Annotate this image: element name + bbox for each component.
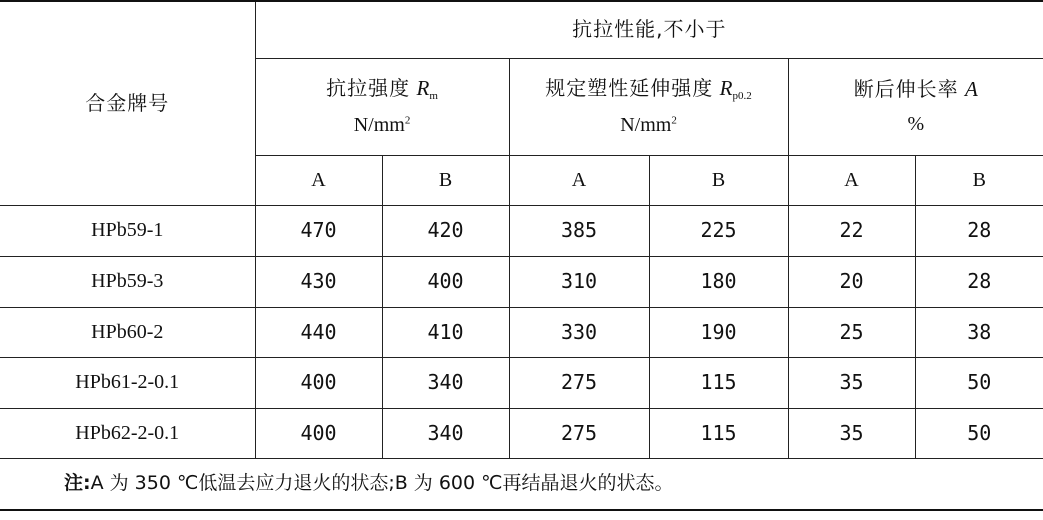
- tensile-label: 抗拉强度: [326, 75, 411, 100]
- elongation-symbol: A: [965, 76, 978, 101]
- table-row: [0, 357, 1043, 408]
- value-cell: 400: [255, 357, 382, 408]
- value-cell: 115: [649, 408, 788, 458]
- grade-cell: HPb62-2-0.1: [0, 408, 255, 458]
- grade-cell: HPb61-2-0.1: [0, 357, 255, 408]
- note-text: A 为 350 ℃低温去应力退火的状态;B 为 600 ℃再结晶退火的状态。: [90, 471, 674, 494]
- elongation-header: [788, 58, 1043, 155]
- value-cell: 50: [915, 408, 1043, 458]
- sub-label-yield-b: B: [649, 155, 788, 205]
- tensile-unit-sup: 2: [404, 114, 411, 127]
- tensile-unit-text: N/mm: [353, 114, 405, 137]
- value-cell: 430: [255, 256, 382, 307]
- elongation-unit: %: [907, 113, 925, 136]
- value-cell: 310: [509, 256, 649, 307]
- table-row: [0, 408, 1043, 458]
- value-cell: 35: [788, 357, 915, 408]
- yield-unit-text: N/mm: [620, 114, 672, 137]
- sub-label-tensile-b: B: [382, 155, 509, 205]
- sub-label-tensile-a: A: [255, 155, 382, 205]
- table-note: [0, 458, 1043, 510]
- value-cell: 115: [649, 357, 788, 408]
- note-label: 注:: [64, 471, 91, 494]
- value-cell: 385: [509, 205, 649, 256]
- value-cell: 22: [788, 205, 915, 256]
- value-cell: 28: [915, 256, 1043, 307]
- yield-unit: [510, 113, 788, 138]
- yield-unit-sup: 2: [671, 114, 677, 127]
- grade-cell: HPb59-3: [0, 256, 255, 307]
- tensile-subscript: m: [429, 89, 438, 102]
- value-cell: 410: [382, 307, 509, 357]
- table-row: [0, 307, 1043, 357]
- tensile-header: [255, 58, 509, 155]
- value-cell: 400: [382, 256, 509, 307]
- grade-cell: HPb59-1: [0, 205, 255, 256]
- value-cell: 38: [915, 307, 1043, 357]
- value-cell: 340: [382, 357, 509, 408]
- table-row: [0, 256, 1043, 307]
- value-cell: 50: [915, 357, 1043, 408]
- value-cell: 470: [255, 205, 382, 256]
- yield-header: [509, 58, 788, 155]
- value-cell: 400: [255, 408, 382, 458]
- value-cell: 25: [788, 307, 915, 357]
- value-cell: 190: [649, 307, 788, 357]
- yield-subscript: p0.2: [732, 89, 752, 102]
- tensile-symbol: R: [416, 75, 430, 100]
- value-cell: 20: [788, 256, 915, 307]
- value-cell: 180: [649, 256, 788, 307]
- value-cell: 275: [509, 357, 649, 408]
- group-header: 抗拉性能,不小于: [255, 1, 1043, 58]
- value-cell: 275: [509, 408, 649, 458]
- tensile-unit: [256, 113, 509, 138]
- value-cell: 420: [382, 205, 509, 256]
- grade-cell: HPb60-2: [0, 307, 255, 357]
- header-row-1: [0, 1, 1043, 58]
- sub-label-elongation-a: A: [788, 155, 915, 205]
- value-cell: 440: [255, 307, 382, 357]
- note-row: [0, 458, 1043, 510]
- yield-label: 规定塑性延伸强度: [545, 75, 714, 100]
- sub-label-elongation-b: B: [915, 155, 1043, 205]
- value-cell: 340: [382, 408, 509, 458]
- value-cell: 330: [509, 307, 649, 357]
- value-cell: 35: [788, 408, 915, 458]
- value-cell: 225: [649, 205, 788, 256]
- table-row: [0, 205, 1043, 256]
- value-cell: 28: [915, 205, 1043, 256]
- sub-label-yield-a: A: [509, 155, 649, 205]
- elongation-label: 断后伸长率: [853, 76, 959, 101]
- yield-symbol: R: [719, 75, 733, 100]
- grade-header: 合金牌号: [0, 1, 255, 205]
